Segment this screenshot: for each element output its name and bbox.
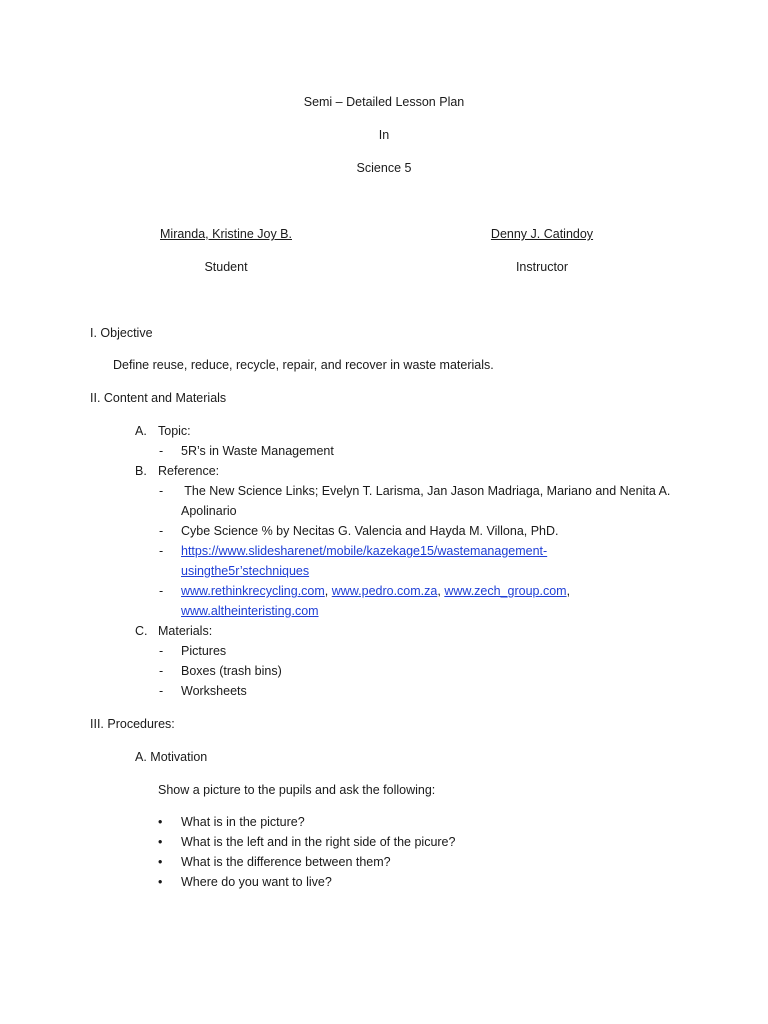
materials-item: Worksheets bbox=[181, 684, 247, 698]
reference-dash-4: - bbox=[159, 584, 164, 598]
bullet-icon: • bbox=[158, 835, 163, 849]
question-item: What is in the picture? bbox=[181, 815, 305, 829]
reference-dash-3: - bbox=[159, 544, 164, 558]
title-line-3: Science 5 bbox=[356, 161, 412, 175]
reference-item-1-line-1: The New Science Links; Evelyn T. Larisma, Jan Jason Madriaga, Mariano and Nenita A. bbox=[181, 484, 671, 498]
materials-label: Materials: bbox=[158, 624, 213, 638]
reference-dash-2: - bbox=[159, 524, 164, 538]
question-item: What is the left and in the right side of the picure? bbox=[181, 835, 456, 849]
website-links-line bbox=[181, 581, 574, 601]
student-role: Student bbox=[204, 260, 248, 274]
materials-marker: C. bbox=[135, 624, 148, 638]
reference-dash-1: - bbox=[159, 484, 164, 498]
materials-dash-2: - bbox=[159, 664, 164, 678]
bullet-icon: • bbox=[158, 875, 163, 889]
title-line-1: Semi – Detailed Lesson Plan bbox=[303, 95, 465, 109]
zech-group-link[interactable]: www.zech_group.com bbox=[444, 584, 567, 598]
motivation-intro: Show a picture to the pupils and ask the following: bbox=[158, 783, 436, 797]
reference-item-2: Cybe Science % by Necitas G. Valencia and Hayda M. Villona, PhD. bbox=[181, 524, 559, 538]
instructor-name: Denny J. Catindoy bbox=[490, 227, 594, 241]
topic-marker: A. bbox=[135, 424, 147, 438]
slideshare-link-line-1[interactable]: https://www.slidesharenet/mobile/kazekage15/wastemanagement- bbox=[181, 544, 548, 558]
bullet-icon: • bbox=[158, 855, 163, 869]
link-separator: , bbox=[324, 584, 332, 598]
question-item: Where do you want to live? bbox=[181, 875, 332, 889]
link-separator: , bbox=[566, 584, 574, 598]
content-heading: II. Content and Materials bbox=[90, 391, 227, 405]
rethinkrecycling-link[interactable]: www.rethinkrecycling.com bbox=[181, 584, 325, 598]
procedures-heading: III. Procedures: bbox=[90, 717, 175, 731]
question-item: What is the difference between them? bbox=[181, 855, 391, 869]
link-separator: , bbox=[437, 584, 445, 598]
title-line-2: In bbox=[378, 128, 390, 142]
instructor-role: Instructor bbox=[515, 260, 569, 274]
reference-label: Reference: bbox=[158, 464, 220, 478]
pedro-link[interactable]: www.pedro.com.za bbox=[331, 584, 438, 598]
bullet-icon: • bbox=[158, 815, 163, 829]
topic-dash: - bbox=[159, 444, 164, 458]
student-name: Miranda, Kristine Joy B. bbox=[160, 227, 292, 241]
motivation-heading: A. Motivation bbox=[135, 750, 208, 764]
reference-item-1-line-2: Apolinario bbox=[181, 504, 237, 518]
materials-item: Boxes (trash bins) bbox=[181, 664, 282, 678]
materials-dash-3: - bbox=[159, 684, 164, 698]
reference-marker: B. bbox=[135, 464, 147, 478]
materials-dash-1: - bbox=[159, 644, 164, 658]
topic-item: 5R’s in Waste Management bbox=[181, 444, 334, 458]
materials-item: Pictures bbox=[181, 644, 227, 658]
objective-text: Define reuse, reduce, recycle, repair, and recover in waste materials. bbox=[113, 358, 494, 372]
objective-heading: I. Objective bbox=[90, 326, 153, 340]
slideshare-link-line-2[interactable]: usingthe5r’stechniques bbox=[181, 564, 310, 578]
altheinteristing-link[interactable]: www.altheinteristing.com bbox=[181, 604, 319, 618]
topic-label: Topic: bbox=[158, 424, 191, 438]
